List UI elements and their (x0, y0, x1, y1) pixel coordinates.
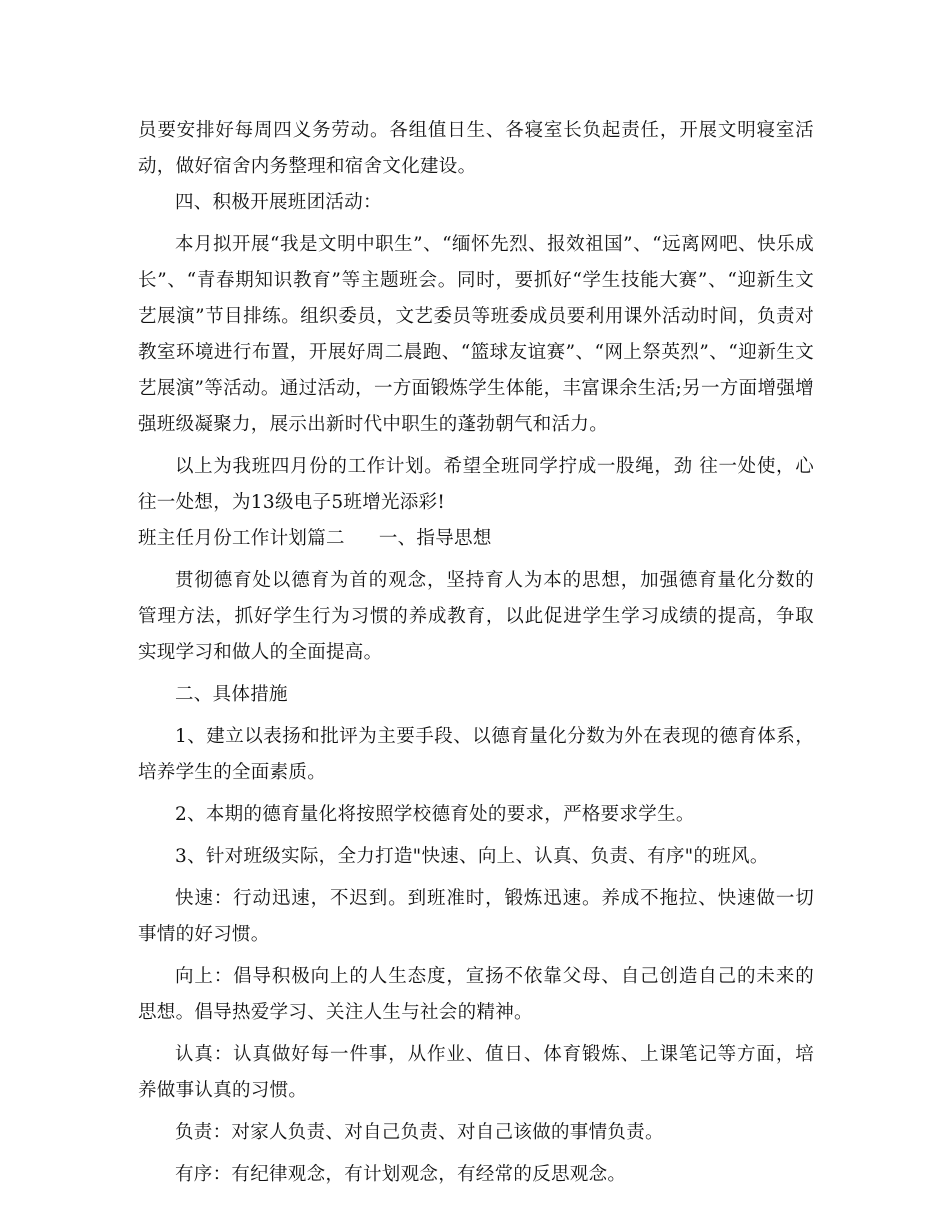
measure-item-1: 1、建立以表扬和批评为主要手段、以德育量化分数为外在表现的德育体系，培养学生的全面素质。 (138, 726, 814, 783)
paragraph-guiding-thought: 贯彻德育处以德育为首的观念，坚持育人为本的思想，加强德育量化分数的管理方法，抓好学生行为习惯的养成教育，以此促进学生学习成绩的提高，争取实现学习和做人的全面提高。 (138, 570, 814, 663)
paragraph-closing: 以上为我班四月份的工作计划。希望全班同学拧成一股绳，劲 往一处使，心往一处想，为13级电子5班增光添彩! (138, 456, 814, 513)
section-subtitle: 一、指导思想 (378, 528, 492, 549)
class-style-serious: 认真：认真做好每一件事，从作业、值日、体育锻炼、上课笔记等方面，培养做事认真的习惯。 (138, 1044, 814, 1101)
class-style-orderly: 有序：有纪律观念，有计划观念，有经常的反思观念。 (175, 1164, 627, 1185)
section-heading (138, 521, 814, 557)
class-style-responsible: 负责：对家人负责、对自己负责、对自己该做的事情负责。 (175, 1122, 664, 1143)
measure-item-3: 3、针对班级实际，全力打造"快速、向上、认真、负责、有序"的班风。 (175, 846, 769, 867)
heading-specific-measures: 二、具体措施 (175, 684, 288, 705)
document-body (138, 113, 814, 1193)
paragraph-activities-plan: 本月拟开展“我是文明中职生”、“缅怀先烈、报效祖国”、“远离网吧、快乐成长”、“青春期知识教育”等主题班会。同时，要抓好“学生技能大赛”、“迎新生文艺展演”节目排练。组织委员，文艺委员等班委成员要利用课外活动时间，负责对教室环境进行布置，开展好周二晨跑、“篮球友谊赛”、“网上祭英烈”、“迎新生文艺展演”等活动。通过活动，一方面锻炼学生体能，丰富课余生活;另一方面增强增强班级凝聚力，展示出新时代中职生的蓬勃朝气和活力。 (138, 234, 814, 435)
section-title: 班主任月份工作计划篇二 (138, 528, 345, 549)
heading-class-activities: 四、积极开展班团活动： (175, 192, 382, 213)
class-style-upward: 向上：倡导积极向上的人生态度，宣扬不依靠父母、自己创造自己的未来的思想。倡导热爱学习、关注人生与社会的精神。 (138, 966, 814, 1023)
paragraph-dorm-duties: 员要安排好每周四义务劳动。各组值日生、各寝室长负起责任，开展文明寝室活动，做好宿舍内务整理和宿舍文化建设。 (138, 120, 814, 177)
measure-item-2: 2、本期的德育量化将按照学校德育处的要求，严格要求学生。 (175, 804, 695, 825)
class-style-fast: 快速：行动迅速，不迟到。到班准时，锻炼迅速。养成不拖拉、快速做一切事情的好习惯。 (138, 888, 814, 945)
